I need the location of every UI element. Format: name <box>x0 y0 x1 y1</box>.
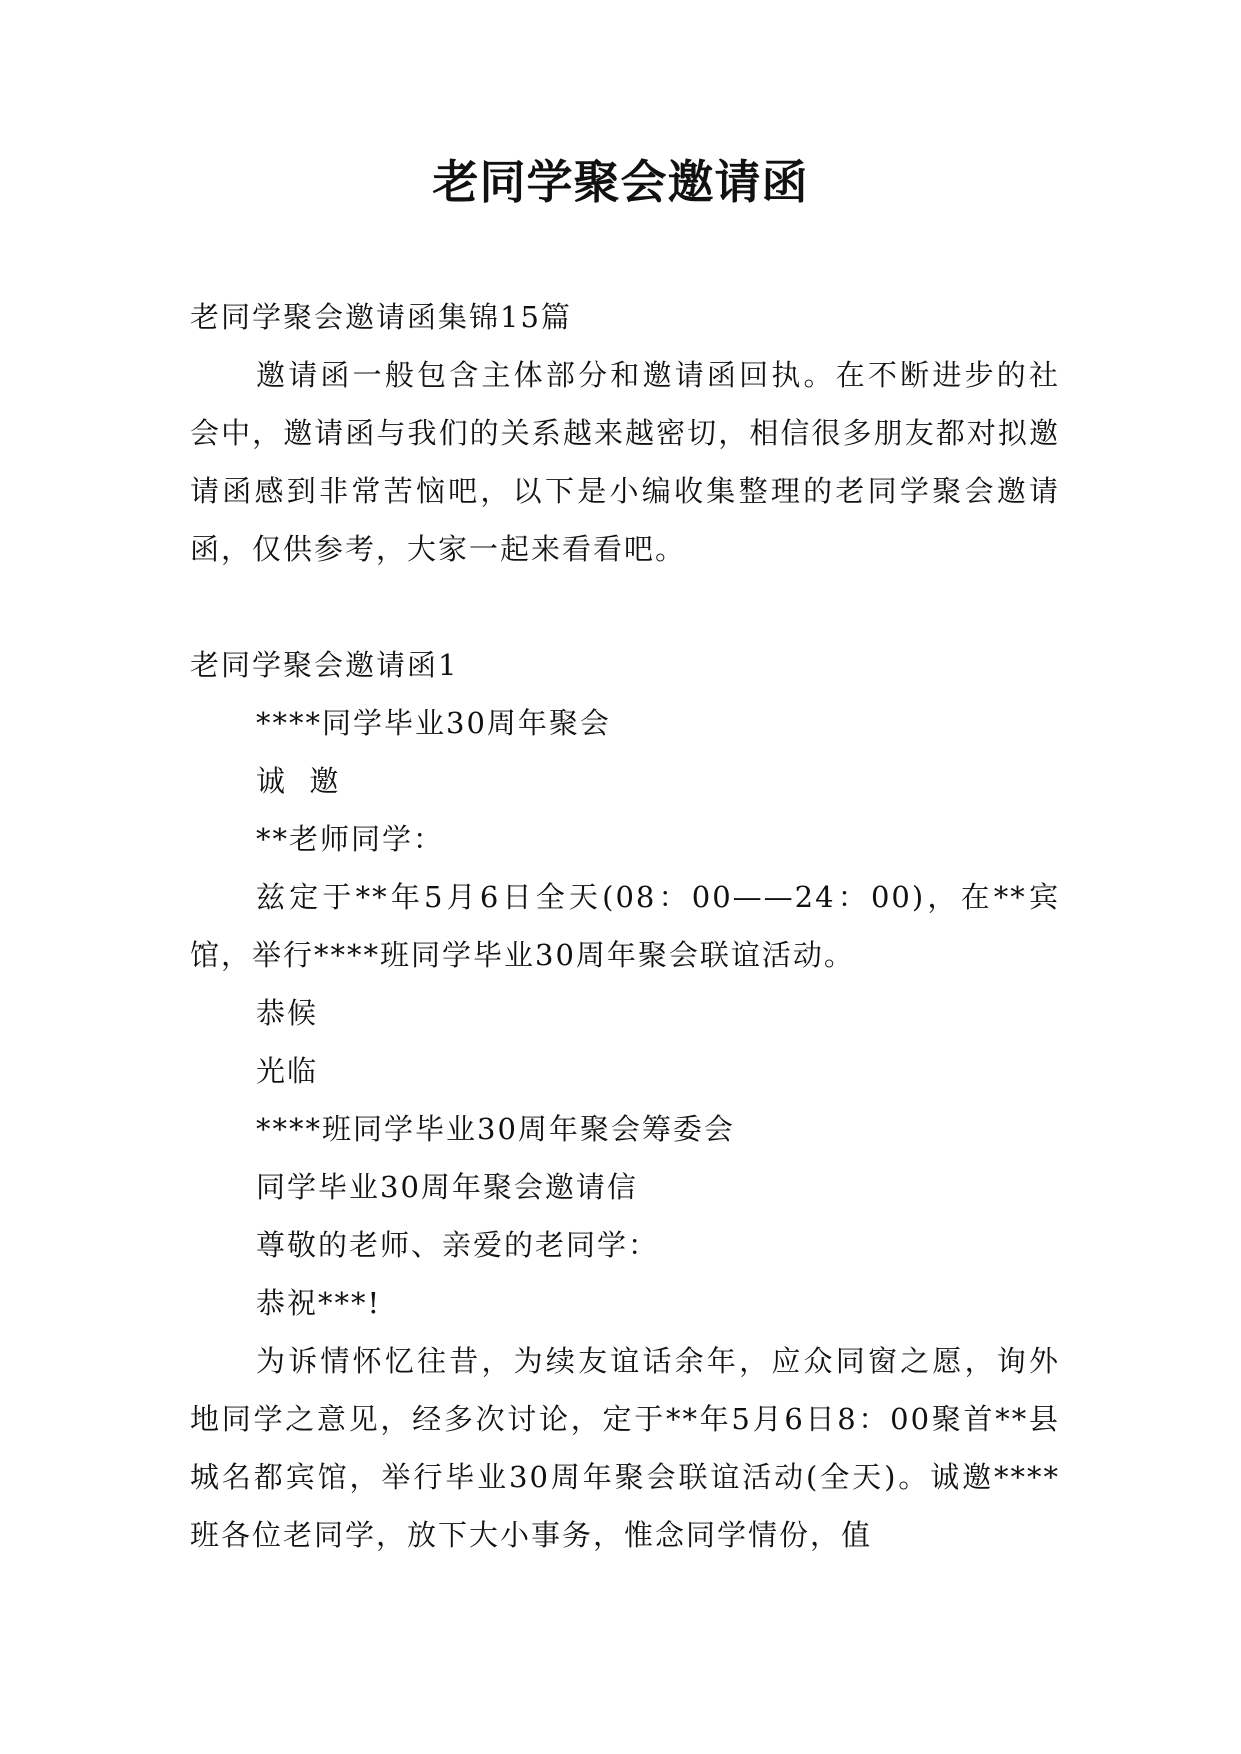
invitation-line: 尊敬的老师、亲爱的老同学： <box>256 1228 660 1262</box>
section-heading: 老同学聚会邀请函1 <box>190 648 459 682</box>
invitation-line: 恭祝***! <box>256 1286 382 1320</box>
document-body <box>190 288 1060 1564</box>
invitation-line: ****班同学毕业30周年聚会筹委会 <box>256 1112 735 1146</box>
intro-paragraph: 邀请函一般包含主体部分和邀请函回执。在不断进步的社会中，邀请函与我们的关系越来越密切，相信很多朋友都对拟邀请函感到非常苦恼吧，以下是小编收集整理的老同学聚会邀请函，仅供参考，大家一起来看看吧。 <box>190 358 1060 566</box>
invitation-paragraph: 为诉情怀忆往昔，为续友谊话余年，应众同窗之愿，询外地同学之意见，经多次讨论，定于**年5月6日8：00聚首**县城名都宾馆，举行毕业30周年聚会联谊活动(全天)。诚邀****班各位老同学，放下大小事务，惟念同学情份，值 <box>190 1344 1060 1552</box>
invitation-line: 恭候 <box>256 996 319 1030</box>
invitation-line: **老师同学： <box>256 822 445 856</box>
invitation-line: 光临 <box>256 1054 319 1088</box>
invitation-line: 诚 邀 <box>256 764 341 798</box>
document-title: 老同学聚会邀请函 <box>432 155 809 209</box>
invitation-line: ****同学毕业30周年聚会 <box>256 706 611 740</box>
invitation-paragraph: 兹定于**年5月6日全天(08：00——24：00)，在**宾馆，举行****班同学毕业30周年聚会联谊活动。 <box>190 880 1060 972</box>
document-subtitle: 老同学聚会邀请函集锦15篇 <box>190 300 572 334</box>
invitation-line: 同学毕业30周年聚会邀请信 <box>256 1170 638 1204</box>
